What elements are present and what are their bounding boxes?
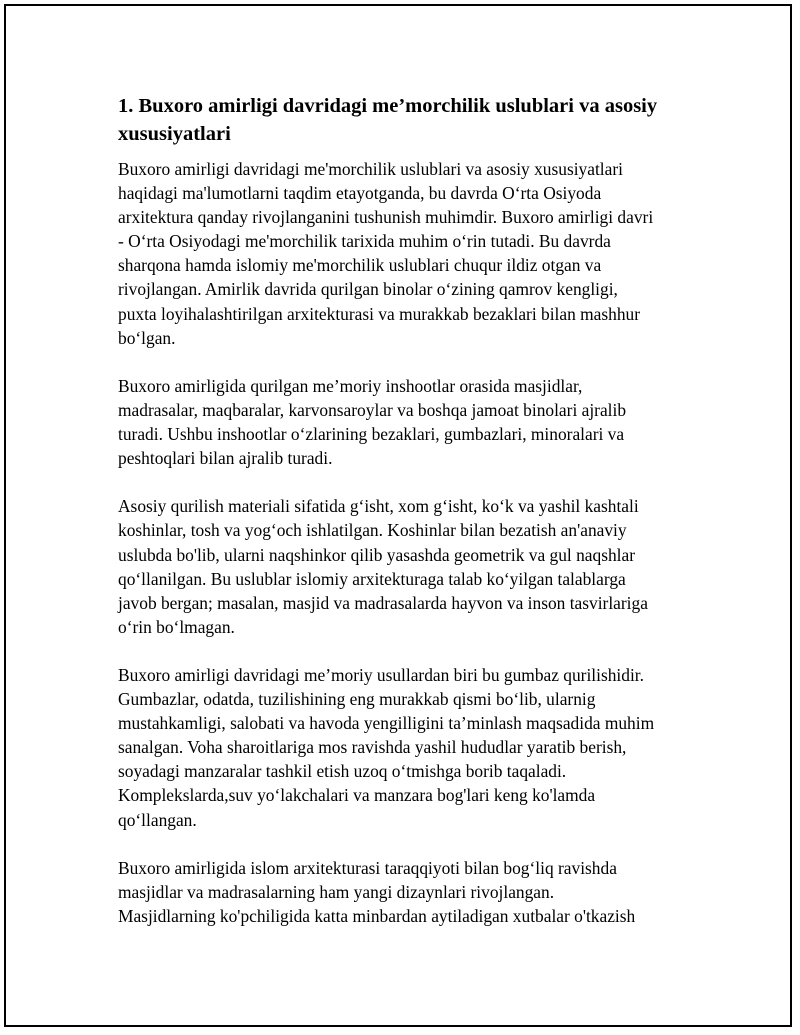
document-body [118, 92, 698, 952]
paragraph [118, 494, 698, 639]
paragraph [118, 374, 698, 470]
text-line: sharqona hamda islomiy me'morchilik uslublari chuqur ildiz otgan va [118, 255, 602, 276]
text-line: qo‘llangan. [118, 809, 197, 830]
heading-line: 1. Buxoro amirligi davridagi me’morchilik uslublari va asosiy [118, 95, 658, 117]
text-line: Buxoro amirligi davridagi me’moriy usullardan biri bu gumbaz qurilishidir. [118, 664, 644, 685]
text-line: - O‘rta Osiyodagi me'morchilik tarixida muhim o‘rin tutadi. Bu davrda [118, 231, 611, 252]
text-line: sanalgan. Voha sharoitlariga mos ravishda yashil hududlar yaratib berish, [118, 737, 627, 758]
text-line: Buxoro amirligida qurilgan me’moriy inshootlar orasida masjidlar, [118, 375, 583, 396]
text-line: o‘rin bo‘lmagan. [118, 616, 235, 637]
section-heading [118, 92, 698, 148]
paragraph [118, 663, 698, 832]
text-line: uslubda bo'lib, ularni naqshinkor qilib yasashda geometrik va gul naqshlar [118, 544, 636, 565]
text-line: turadi. Ushbu inshootlar o‘zlarining bezaklari, gumbazlari, minoralari va [118, 424, 625, 445]
text-line: Komplekslarda,suv yo‘lakchalari va manzara bog'lari keng ko'lamda [118, 785, 596, 806]
text-line: javob bergan; masalan, masjid va madrasalarda hayvon va inson tasvirlariga [118, 592, 648, 613]
text-line: puxta loyihalashtirilgan arxitekturasi va murakkab bezaklari bilan mashhur [118, 303, 641, 324]
text-line: rivojlangan. Amirlik davrida qurilgan binolar o‘zining qamrov kengligi, [118, 279, 618, 300]
text-line: Gumbazlar, odatda, tuzilishining eng murakkab qismi bo‘lib, ularnig [118, 689, 596, 710]
text-line: soyadagi manzaralar tashkil etish uzoq o‘tmishga borib taqaladi. [118, 761, 567, 782]
text-line: mustahkamligi, salobati va havoda yengilligini ta’minlash maqsadida muhim [118, 713, 655, 734]
text-line: qo‘llanilgan. Bu uslublar islomiy arxitekturaga talab ko‘yilgan talablarga [118, 568, 626, 589]
paragraph [118, 856, 698, 928]
text-line: Buxoro amirligi davridagi me'morchilik uslublari va asosiy xususiyatlari [118, 159, 623, 179]
text-line: Asosiy qurilish materiali sifatida g‘isht, xom g‘isht, ko‘k va yashil kashtali [118, 496, 639, 517]
text-line: Masjidlarning ko'pchiligida katta minbardan aytiladigan xutbalar o'tkazish [118, 905, 636, 926]
text-line: koshinlar, tosh va yog‘och ishlatilgan. Koshinlar bilan bezatish an'anaviy [118, 520, 627, 541]
text-line: arxitektura qanday rivojlanganini tushunish muhimdir. Buxoro amirligi davri [118, 207, 654, 228]
text-line: madrasalar, maqbaralar, karvonsaroylar va boshqa jamoat binolari ajralib [118, 399, 627, 420]
heading-line: xususiyatlari [118, 123, 231, 145]
text-line: bo‘lgan. [118, 327, 176, 348]
text-line: haqidagi ma'lumotlarni taqdim etayotganda, bu davrda O‘rta Osiyoda [118, 183, 602, 204]
text-line: peshtoqlari bilan ajralib turadi. [118, 448, 333, 469]
text-line: Buxoro amirligida islom arxitekturasi taraqqiyoti bilan bog‘liq ravishda [118, 857, 617, 878]
text-line: masjidlar va madrasalarning ham yangi dizaynlari rivojlangan. [118, 881, 555, 902]
paragraph [118, 157, 698, 350]
